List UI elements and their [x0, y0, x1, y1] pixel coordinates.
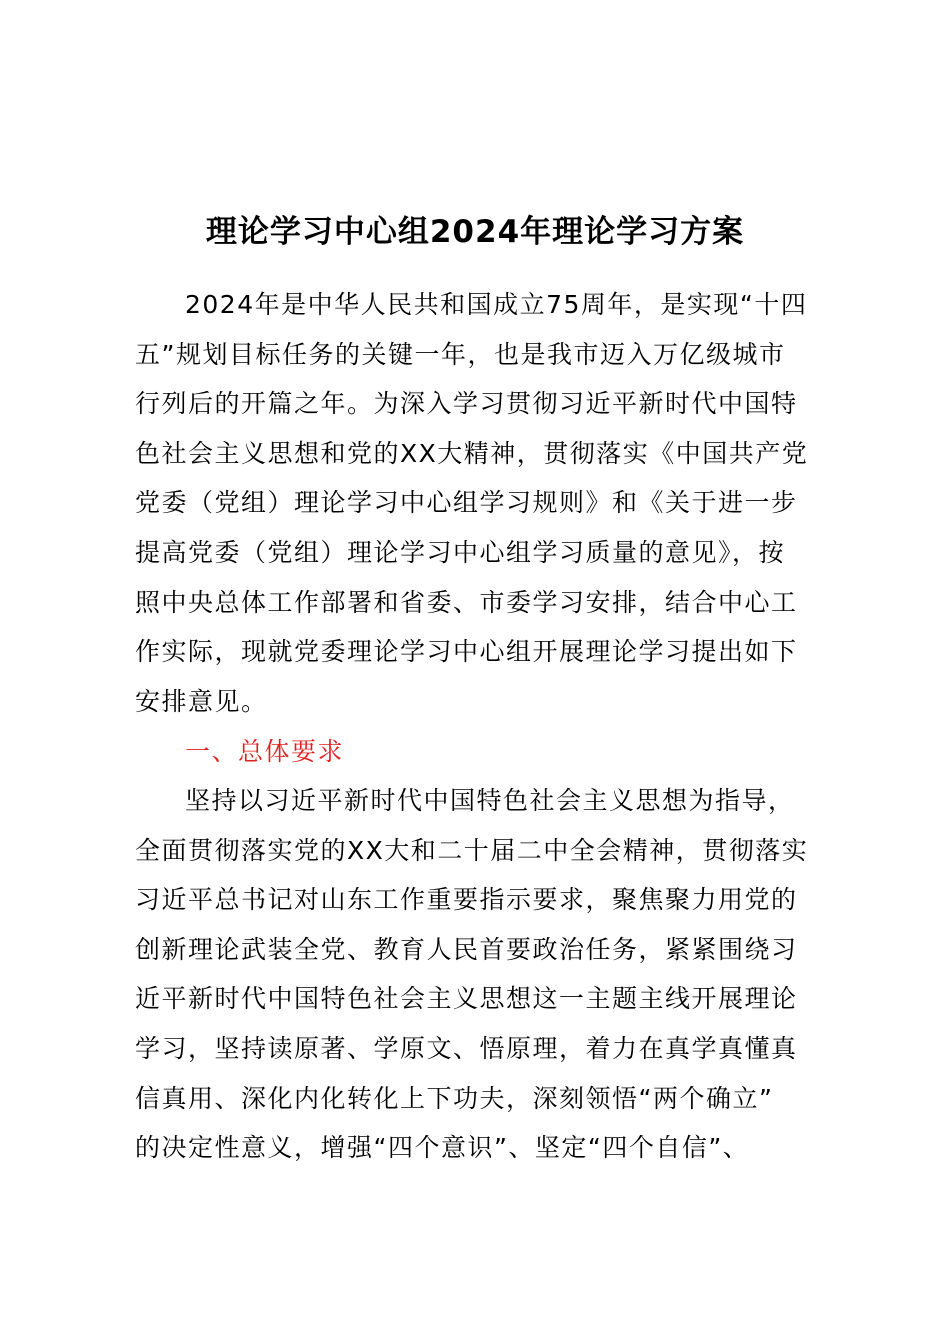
paragraph-line: 作实际，现就党委理论学习中心组开展理论学习提出如下 — [135, 637, 798, 667]
paragraph-line: 五”规划目标任务的关键一年，也是我市迈入万亿级城市 — [135, 339, 786, 369]
paragraph-line: 信真用、深化内化转化上下功夫，深刻领悟“两个确立” — [135, 1083, 774, 1113]
paragraph-line: 提高党委（党组）理论学习中心组学习质量的意见》，按 — [135, 537, 786, 567]
paragraph-line: 党委（党组）理论学习中心组学习规则》和《关于进一步 — [135, 488, 798, 518]
document-title: 理论学习中心组2024年理论学习方案 — [205, 214, 745, 250]
paragraph-line: 安排意见。 — [135, 686, 268, 716]
paragraph-line: 习近平总书记对山东工作重要指示要求，聚焦聚力用党的 — [135, 885, 798, 915]
paragraph-line: 色社会主义思想和党的XX大精神，贯彻落实《中国共产党 — [135, 438, 809, 468]
paragraph-line: 近平新时代中国特色社会主义思想这一主题主线开展理论 — [135, 984, 798, 1014]
paragraph-line: 创新理论武装全党、教育人民首要政治任务，紧紧围绕习 — [135, 934, 798, 964]
paragraph-line: 全面贯彻落实党的XX大和二十届二中全会精神，贯彻落实 — [135, 835, 809, 865]
paragraph-line: 2024年是中华人民共和国成立75周年，是实现“十四 — [185, 290, 808, 319]
section-heading-container — [135, 727, 855, 777]
paragraph-line: 的决定性意义，增强“四个意识”、坚定“四个自信”、 — [135, 1133, 750, 1163]
paragraph-line: 学习，坚持读原著、学原文、悟原理，着力在真学真懂真 — [135, 1033, 798, 1063]
paragraph-line: 行列后的开篇之年。为深入学习贯彻习近平新时代中国特 — [135, 389, 798, 419]
paragraph-line: 照中央总体工作部署和省委、市委学习安排，结合中心工 — [135, 587, 798, 617]
section-heading: 一、总体要求 — [185, 737, 345, 766]
paragraph-line: 坚持以习近平新时代中国特色社会主义思想为指导， — [185, 786, 795, 815]
intro-paragraph — [135, 280, 855, 726]
requirements-paragraph — [135, 776, 855, 1173]
